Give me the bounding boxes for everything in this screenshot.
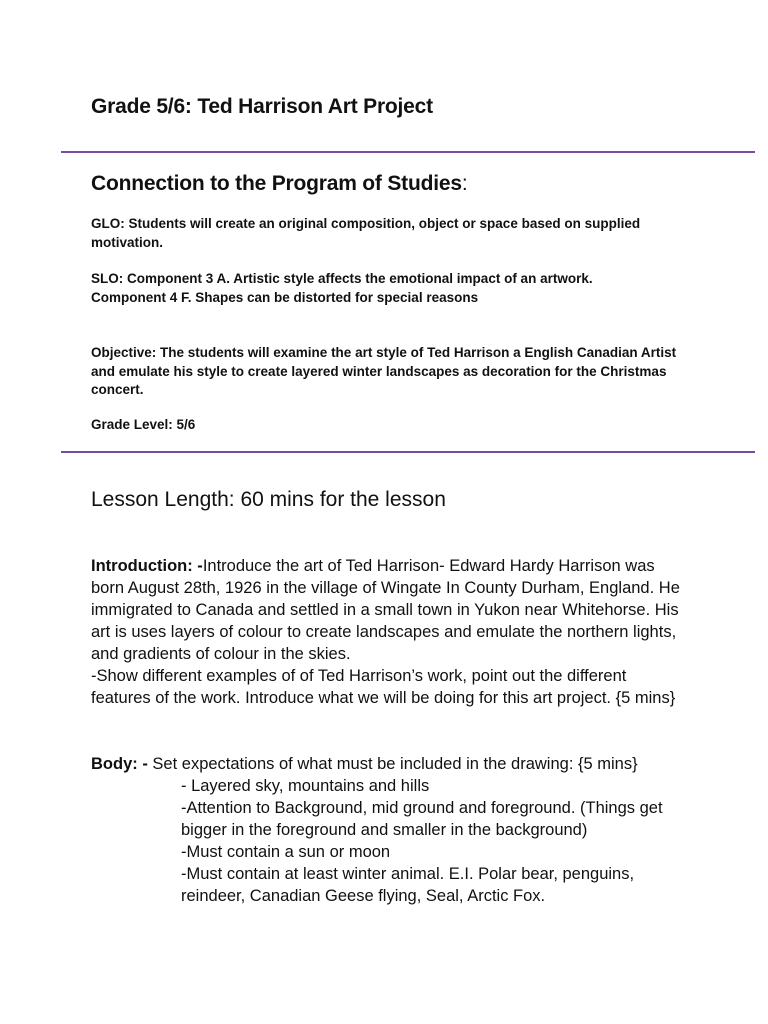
connection-heading-text: Connection to the Program of Studies [91,172,462,195]
introduction-paragraph [91,555,681,709]
glo-text: GLO: Students will create an original composition, object or space based on supplied motivation. [91,216,641,250]
lesson-length-heading: Lesson Length: 60 mins for the lesson [91,488,446,511]
grade-level-text: Grade Level: 5/6 [91,417,196,432]
connection-heading-colon: : [461,172,468,195]
document-title: Grade 5/6: Ted Harrison Art Project [91,95,433,118]
body-list-item: -Must contain a sun or moon [181,843,391,861]
introduction-text-1: Introduce the art of Ted Harrison- Edward Hardy Harrison was born August 28th, 1926 in the village of Wingate In County Durham, England. He immigrated to Canada and settled in a small town in Yukon near Whitehorse. His art is uses layers of colour to create landscapes and emulate the northern lights, and gradients of colour in the skies. [91,557,680,663]
body-label: Body: - [91,755,148,773]
introduction-text-2: -Show different examples of of Ted Harrison’s work, point out the different features of the work. Introduce what we will be doing for this art project. {5 mins} [91,667,676,707]
introduction-label: Introduction: - [91,557,203,575]
slo-block [91,270,691,307]
body-list-item: -Must contain at least winter animal. E.I. Polar bear, penguins, reindeer, Canadian Geese flying, Seal, Arctic Fox. [181,865,635,905]
body-section [91,753,681,907]
objective-text: Objective: The students will examine the art style of Ted Harrison a English Canadian Artist and emulate his style to create layered winter landscapes as decoration for the Christmas concert. [91,345,677,397]
connection-heading [91,172,467,196]
body-list-item: -Attention to Background, mid ground and foreground. (Things get bigger in the foreground and smaller in the background) [181,799,663,839]
slo-line-1: SLO: Component 3 A. Artistic style affects the emotional impact of an artwork. [91,271,593,286]
body-list-item: - Layered sky, mountains and hills [181,777,430,795]
slo-line-2: Component 4 F. Shapes can be distorted for special reasons [91,289,479,305]
section-divider [61,451,755,453]
body-intro: Set expectations of what must be included in the drawing: {5 mins} [147,755,638,773]
section-divider [61,151,755,153]
